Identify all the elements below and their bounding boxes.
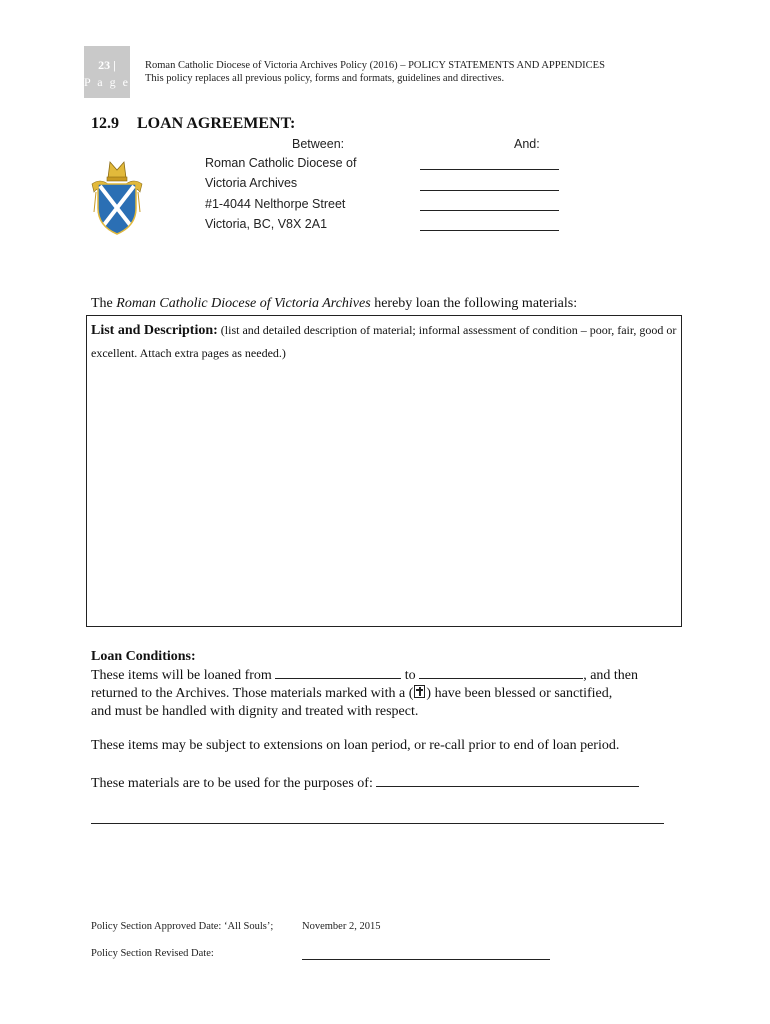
page-word: P a g e bbox=[84, 75, 130, 89]
and-label: And: bbox=[514, 137, 540, 151]
blessed-text-end: ) have been blessed or sanctified, bbox=[426, 686, 613, 701]
page-number: 23 | bbox=[98, 58, 116, 72]
purpose-line bbox=[91, 774, 639, 792]
list-description-instructions: (list and detailed description of material; informal assessment of condition – poor, fair, good or excellent. Attach extra pages as needed.) bbox=[91, 323, 677, 360]
loan-conditions bbox=[91, 648, 691, 721]
revised-date-label: Policy Section Revised Date: bbox=[91, 948, 214, 959]
recipient-line-1[interactable] bbox=[420, 169, 559, 170]
between-label: Between: bbox=[292, 137, 345, 151]
recipient-line-2[interactable] bbox=[420, 190, 559, 191]
approved-date-value: November 2, 2015 bbox=[302, 921, 381, 932]
page-number-badge bbox=[84, 46, 130, 98]
recipient-line-4[interactable] bbox=[420, 230, 559, 231]
recipient-line-3[interactable] bbox=[420, 210, 559, 211]
purpose-continuation-line[interactable] bbox=[91, 823, 664, 824]
address-line-1: Roman Catholic Diocese of bbox=[205, 156, 357, 170]
section-title bbox=[91, 115, 295, 133]
address-line-3: #1-4044 Nelthorpe Street bbox=[205, 197, 346, 211]
running-header bbox=[145, 59, 605, 85]
intro-org: Roman Catholic Diocese of Victoria Archives bbox=[116, 296, 371, 311]
address-line-2: Victoria Archives bbox=[205, 176, 298, 190]
loan-start-date-line[interactable] bbox=[275, 666, 401, 679]
purpose-text: These materials are to be used for the purposes of: bbox=[91, 776, 377, 791]
header-line-1: Roman Catholic Diocese of Victoria Archives Policy (2016) – POLICY STATEMENTS AND APPENDICES bbox=[145, 60, 605, 71]
list-description-box[interactable] bbox=[86, 315, 682, 627]
blessed-text-start: returned to the Archives. Those materials marked with a ( bbox=[91, 686, 414, 701]
loan-end-date-line[interactable] bbox=[419, 666, 583, 679]
intro-prefix: The bbox=[91, 296, 117, 311]
loan-period-text-start: These items will be loaned from bbox=[91, 668, 276, 683]
approved-date-label: Policy Section Approved Date: ‘All Souls’; bbox=[91, 921, 274, 932]
address-line-4: Victoria, BC, V8X 2A1 bbox=[205, 217, 328, 231]
dignity-line: and must be handled with dignity and treated with respect. bbox=[91, 704, 419, 719]
loan-period-text-mid: to bbox=[401, 668, 420, 683]
loan-intro bbox=[91, 296, 577, 312]
extensions-text: These items may be subject to extensions on loan period, or re-call prior to end of loan period. bbox=[91, 738, 620, 753]
section-number: 12.9 bbox=[91, 115, 119, 132]
loan-conditions-heading: Loan Conditions: bbox=[91, 649, 196, 664]
loan-period-text-end: , and then bbox=[583, 668, 639, 683]
list-description-label: List and Description: bbox=[91, 323, 218, 338]
diocese-crest-logo bbox=[88, 160, 146, 236]
purpose-input-line[interactable] bbox=[376, 774, 639, 787]
loan-period-line bbox=[91, 666, 691, 685]
cross-box-icon bbox=[414, 685, 425, 698]
intro-suffix: hereby loan the following materials: bbox=[370, 296, 578, 311]
header-line-2: This policy replaces all previous policy, forms and formats, guidelines and directives. bbox=[145, 73, 505, 84]
revised-date-line[interactable] bbox=[302, 959, 550, 960]
blessed-line bbox=[91, 685, 691, 703]
section-heading: LOAN AGREEMENT: bbox=[137, 115, 296, 132]
